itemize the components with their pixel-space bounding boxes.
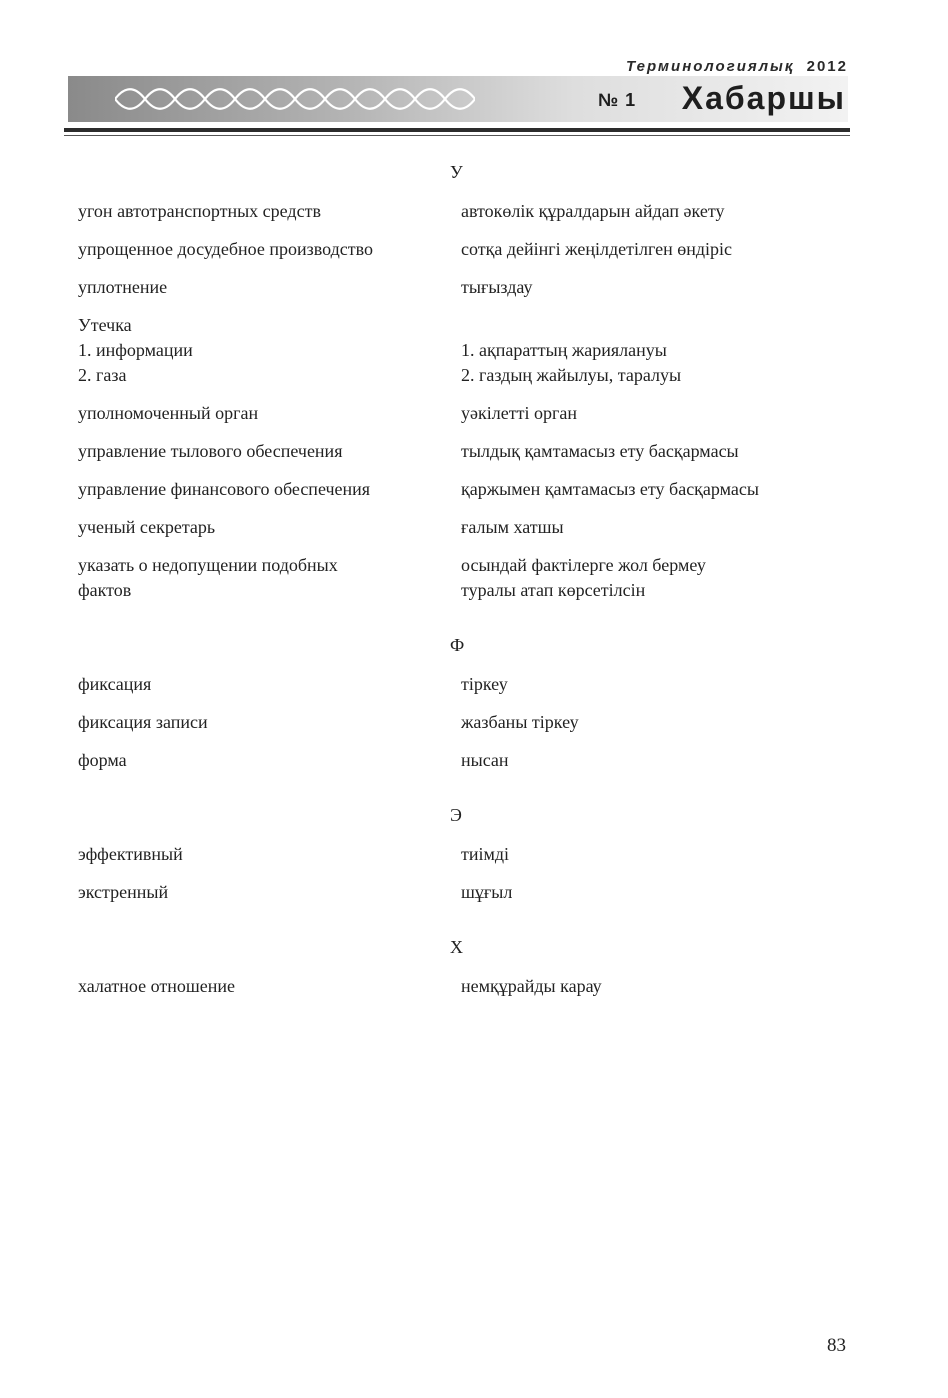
term-line: экстренный	[78, 882, 169, 902]
kazakh-term	[461, 672, 858, 697]
term-line: фиксация	[78, 674, 152, 694]
russian-term	[78, 880, 461, 905]
glossary-content	[78, 160, 858, 1029]
glossary-section	[78, 803, 858, 905]
journal-year: 2012	[806, 58, 848, 75]
kazakh-term	[461, 313, 858, 388]
glossary-entry	[78, 515, 858, 540]
term-line: указать о недопущении подобных	[78, 555, 338, 575]
kazakh-term	[461, 710, 858, 735]
glossary-section	[78, 160, 858, 603]
glossary-entry	[78, 237, 858, 262]
term-line: 1. информации	[78, 340, 193, 360]
section-letter: Х	[450, 937, 463, 957]
kazakh-term	[461, 477, 858, 502]
term-line: ғалым хатшы	[461, 517, 564, 537]
term-line: тіркеу	[461, 674, 508, 694]
kazakh-term	[461, 439, 858, 464]
term-line: шұғыл	[461, 882, 513, 902]
page-number: 83	[827, 1335, 846, 1356]
term-line: угон автотранспортных средств	[78, 201, 321, 221]
russian-term	[78, 237, 461, 262]
kazakh-term	[461, 237, 858, 262]
term-line: 2. газдың жайылуы, таралуы	[461, 365, 682, 385]
term-line: управление финансового обеспечения	[78, 479, 371, 499]
glossary-section	[78, 935, 858, 999]
term-line: фактов	[78, 580, 132, 600]
kazakh-term	[461, 553, 858, 603]
term-line: 1. ақпараттың жариялануы	[461, 340, 667, 360]
term-line: 2. газа	[78, 365, 127, 385]
term-line: Утечка	[78, 315, 132, 335]
kazakh-term	[461, 974, 858, 999]
header-rule-thin	[64, 135, 850, 136]
russian-term	[78, 672, 461, 697]
glossary-entry	[78, 477, 858, 502]
glossary-entry	[78, 313, 858, 388]
russian-term	[78, 553, 461, 603]
term-line: уәкілетті орган	[461, 403, 577, 423]
term-line: уплотнение	[78, 277, 168, 297]
journal-top-label: Терминологиялық	[626, 58, 795, 75]
russian-term	[78, 748, 461, 773]
section-letter: У	[450, 162, 463, 182]
kazakh-term	[461, 748, 858, 773]
term-line: туралы атап көрсетілсін	[461, 580, 646, 600]
term-line: ученый секретарь	[78, 517, 216, 537]
glossary-entry	[78, 439, 858, 464]
term-line: форма	[78, 750, 127, 770]
kazakh-term	[461, 199, 858, 224]
term-line: управление тылового обеспечения	[78, 441, 343, 461]
kazakh-term	[461, 275, 858, 300]
russian-term	[78, 842, 461, 867]
glossary-entry	[78, 842, 858, 867]
term-line: упрощенное досудебное производство	[78, 239, 373, 259]
glossary-entry	[78, 199, 858, 224]
term-line: тылдық қамтамасыз ету басқармасы	[461, 441, 739, 461]
term-line: тиімді	[461, 844, 510, 864]
section-letter: Э	[450, 805, 462, 825]
kazakh-term	[461, 842, 858, 867]
russian-term	[78, 275, 461, 300]
russian-term	[78, 477, 461, 502]
kazakh-term	[461, 401, 858, 426]
russian-term	[78, 401, 461, 426]
glossary-entry	[78, 880, 858, 905]
kazakh-term	[461, 515, 858, 540]
term-line	[461, 313, 858, 338]
russian-term	[78, 439, 461, 464]
term-line: сотқа дейінгі жеңілдетілген өндіріс	[461, 239, 733, 259]
russian-term	[78, 313, 461, 388]
term-line: немқұрайды карау	[461, 976, 602, 996]
section-letter: Ф	[450, 635, 465, 655]
header-rule	[64, 128, 850, 132]
term-line: халатное отношение	[78, 976, 235, 996]
term-line: осындай фактілерге жол бермеу	[461, 555, 706, 575]
term-line: жазбаны тіркеу	[461, 712, 579, 732]
term-line: автокөлік құралдарын айдап әкету	[461, 201, 725, 221]
glossary-entry	[78, 672, 858, 697]
term-line: қаржымен қамтамасыз ету басқармасы	[461, 479, 759, 499]
russian-term	[78, 710, 461, 735]
ornament-pattern	[115, 82, 475, 116]
glossary-entry	[78, 553, 858, 603]
kazakh-term	[461, 880, 858, 905]
term-line: тығыздау	[461, 277, 533, 297]
journal-top-title	[626, 58, 848, 75]
term-line: уполномоченный орган	[78, 403, 259, 423]
issue-number: № 1	[598, 90, 637, 110]
page-header	[0, 0, 948, 150]
glossary-entry	[78, 710, 858, 735]
glossary-section	[78, 633, 858, 773]
journal-title: Хабаршы	[681, 80, 846, 116]
glossary-entry	[78, 974, 858, 999]
russian-term	[78, 199, 461, 224]
russian-term	[78, 974, 461, 999]
term-line: нысан	[461, 750, 509, 770]
glossary-entry	[78, 401, 858, 426]
glossary-entry	[78, 275, 858, 300]
russian-term	[78, 515, 461, 540]
glossary-entry	[78, 748, 858, 773]
term-line: эффективный	[78, 844, 183, 864]
term-line: фиксация записи	[78, 712, 208, 732]
